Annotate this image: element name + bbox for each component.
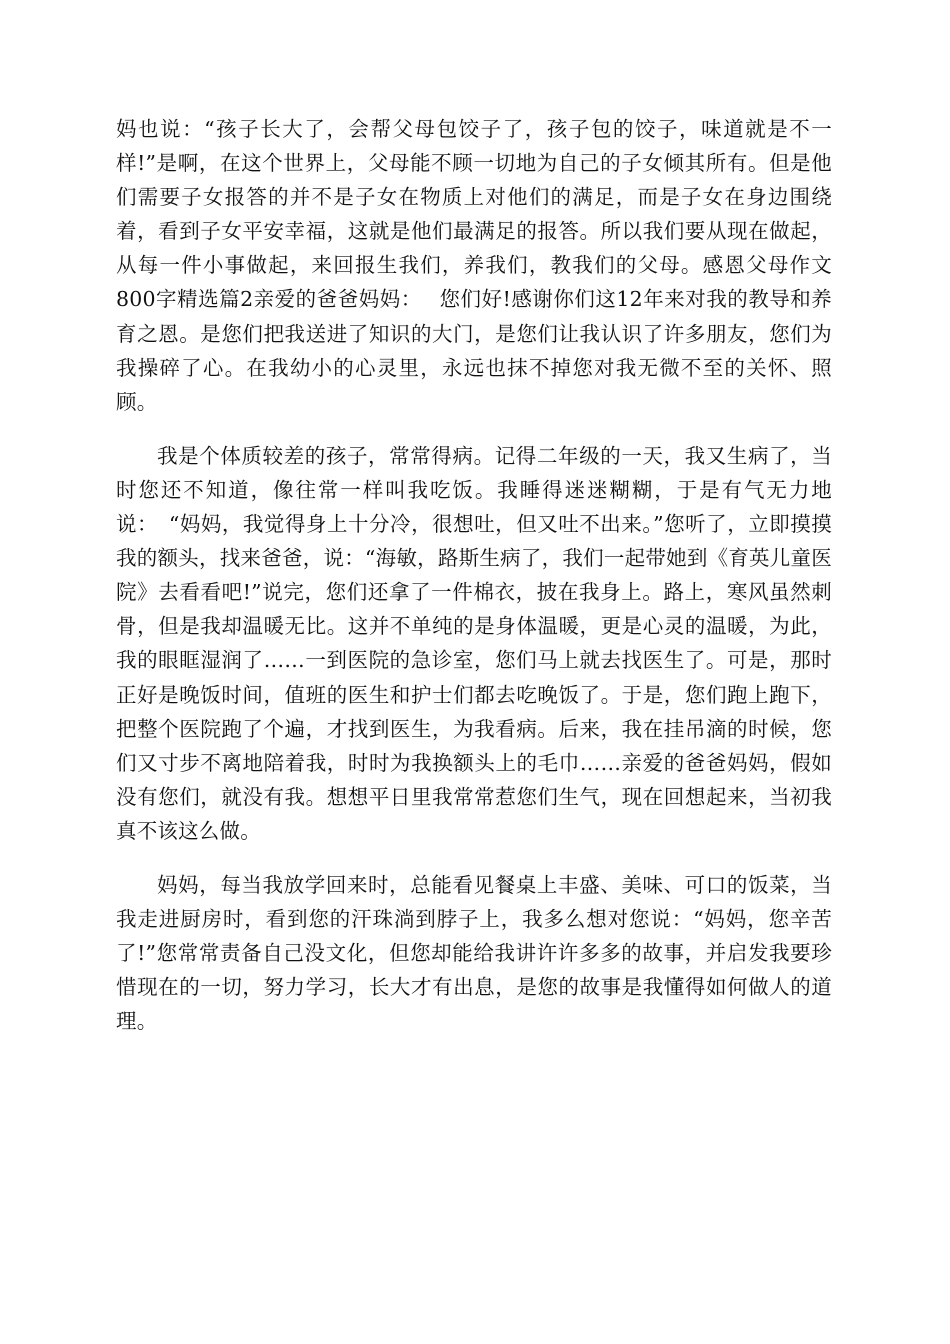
paragraph-1: 妈也说：“孩子长大了，会帮父母包饺子了，孩子包的饺子，味道就是不一样!”是啊，在这个世界上，父母能不顾一切地为自己的子女倾其所有。但是他们需要子女报答的并不是子女在物质上对他们的满足，而是子女在身边围绕着，看到子女平安幸福，这就是他们最满足的报答。所以我们要从现在做起，从每一件小事做起，来回报生我们，养我们，教我们的父母。感恩父母作文800字精选篇2亲爱的爸爸妈妈： 您们好!感谢你们这12年来对我的教导和养育之恩。是您们把我送进了知识的大门，是您们让我认识了许多朋友，您们为我操碎了心。在我幼小的心灵里，永远也抹不掉您对我无微不至的关怀、照顾。 bbox=[116, 117, 832, 414]
paragraph-3: 妈妈，每当我放学回来时，总能看见餐桌上丰盛、美味、可口的饭菜，当我走进厨房时，看到您的汗珠淌到脖子上，我多么想对您说：“妈妈，您辛苦了!”您常常责备自己没文化，但您却能给我讲许许多多的故事，并启发我要珍惜现在的一切，努力学习，长大才有出息，是您的故事是我懂得如何做人的道理。 bbox=[116, 872, 832, 1034]
document-body bbox=[116, 112, 832, 1038]
paragraph-2: 我是个体质较差的孩子，常常得病。记得二年级的一天，我又生病了，当时您还不知道，像往常一样叫我吃饭。我睡得迷迷糊糊，于是有气无力地说： “妈妈，我觉得身上十分冷，很想吐，但又吐不出来。”您听了，立即摸摸我的额头，找来爸爸，说：“海敏，路斯生病了，我们一起带她到《育英儿童医院》去看看吧!”说完，您们还拿了一件棉衣，披在我身上。路上，寒风虽然刺骨，但是我却温暖无比。这并不单纯的是身体温暖，更是心灵的温暖，为此，我的眼眶湿润了……一到医院的急诊室，您们马上就去找医生了。可是，那时正好是晚饭时间，值班的医生和护士们都去吃晚饭了。于是，您们跑上跑下，把整个医院跑了个遍，才找到医生，为我看病。后来，我在挂吊滴的时候，您们又寸步不离地陪着我，时时为我换额头上的毛巾……亲爱的爸爸妈妈，假如没有您们，就没有我。想想平日里我常常惹您们生气，现在回想起来，当初我真不该这么做。 bbox=[116, 443, 832, 843]
